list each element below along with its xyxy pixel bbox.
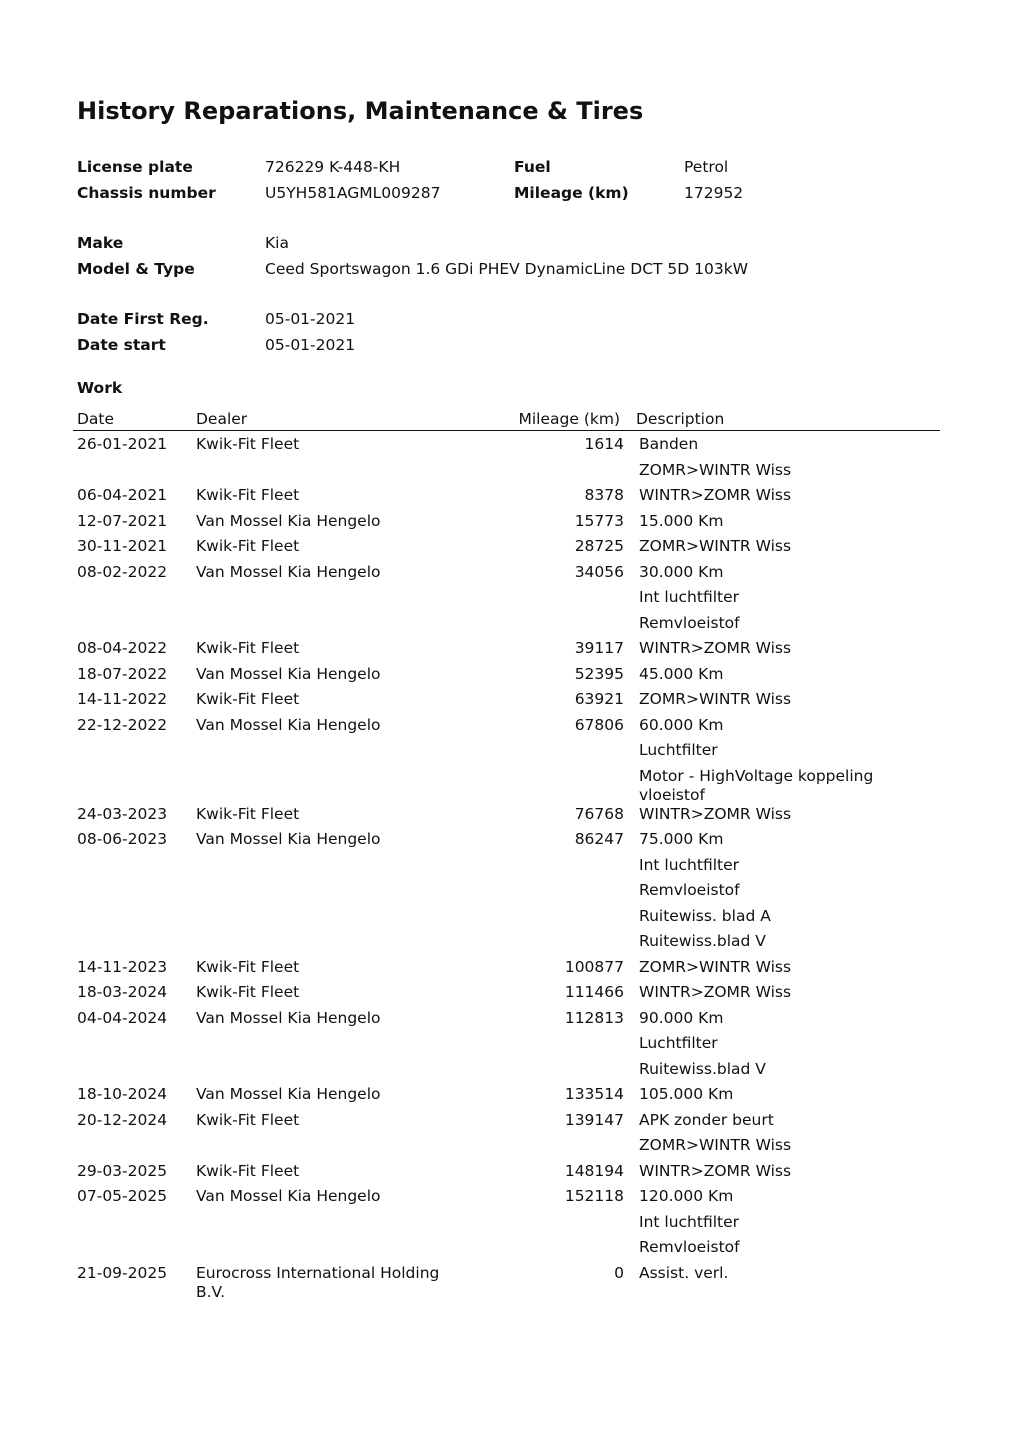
cell-dealer: Kwik-Fit Fleet: [196, 804, 300, 823]
cell-description: [639, 805, 889, 831]
description-line: Assist. verl.: [639, 1263, 729, 1282]
cell-date: 07-05-2025: [77, 1187, 168, 1205]
cell-date: 18-07-2022: [77, 664, 168, 683]
cell-dealer: Eurocross International Holding B.V.: [196, 1263, 440, 1301]
cell-description: [639, 690, 889, 716]
cell-dealer: Van Mossel Kia Hengelo: [196, 664, 381, 683]
first-reg-label: Date First Reg.: [77, 310, 209, 328]
cell-description: [639, 1111, 889, 1162]
cell-mileage: 39117: [574, 639, 624, 657]
table-row: [0, 830, 1018, 958]
description-line: 30.000 Km: [639, 562, 724, 581]
description-line: ZOMR>WINTR Wiss: [639, 537, 792, 555]
column-header-mileage: Mileage (km): [518, 410, 620, 428]
cell-dealer: Kwik-Fit Fleet: [196, 435, 300, 453]
cell-description: [639, 1162, 889, 1188]
table-row: [0, 665, 1018, 691]
description-line: WINTR>ZOMR Wiss: [639, 804, 792, 823]
cell-mileage: 34056: [574, 562, 624, 581]
page-title: History Reparations, Maintenance & Tires: [77, 97, 644, 125]
description-line: WINTR>ZOMR Wiss: [639, 1161, 792, 1180]
description-line: 45.000 Km: [639, 664, 724, 683]
fuel-label: Fuel: [514, 158, 551, 176]
cell-mileage: 133514: [564, 1085, 624, 1103]
cell-date: 20-12-2024: [77, 1110, 168, 1129]
description-line: ZOMR>WINTR Wiss: [639, 460, 792, 479]
cell-description: [639, 983, 889, 1009]
table-row: [0, 512, 1018, 538]
make-label: Make: [77, 234, 124, 252]
cell-date: 12-07-2021: [77, 511, 168, 530]
cell-mileage: 8378: [584, 486, 624, 504]
cell-date: 06-04-2021: [77, 486, 168, 504]
cell-description: [639, 1187, 889, 1264]
cell-date: 18-10-2024: [77, 1085, 168, 1103]
cell-mileage: 100877: [564, 957, 624, 976]
cell-date: 14-11-2022: [77, 690, 168, 708]
cell-description: [639, 1264, 889, 1302]
table-row: [0, 958, 1018, 984]
table-row: [0, 1187, 1018, 1264]
description-line: Remvloeistof: [639, 613, 740, 632]
cell-description: [639, 486, 889, 512]
cell-date: 30-11-2021: [77, 537, 168, 555]
cell-dealer: Van Mossel Kia Hengelo: [196, 1187, 381, 1205]
cell-mileage: 148194: [564, 1161, 624, 1180]
make-value: Kia: [265, 234, 289, 252]
license-plate-value: 726229 K-448-KH: [265, 158, 401, 176]
cell-date: 08-06-2023: [77, 830, 168, 848]
work-section-title: Work: [77, 379, 123, 397]
cell-mileage: 67806: [574, 715, 624, 734]
description-line: ZOMR>WINTR Wiss: [639, 690, 792, 708]
column-header-date: Date: [77, 410, 115, 428]
table-row: [0, 486, 1018, 512]
description-line: Int luchtfilter: [639, 588, 740, 606]
cell-date: 18-03-2024: [77, 983, 168, 1001]
mileage-label: Mileage (km): [514, 184, 629, 202]
cell-dealer: Van Mossel Kia Hengelo: [196, 1008, 381, 1027]
cell-description: [639, 830, 889, 958]
description-line: Remvloeistof: [639, 881, 740, 899]
cell-date: 08-02-2022: [77, 562, 168, 581]
cell-dealer: Van Mossel Kia Hengelo: [196, 511, 381, 530]
chassis-value: U5YH581AGML009287: [265, 184, 441, 202]
work-table-body: [0, 435, 1018, 1302]
description-line: 60.000 Km: [639, 715, 724, 734]
cell-date: 24-03-2023: [77, 804, 168, 823]
cell-dealer: Van Mossel Kia Hengelo: [196, 1085, 381, 1103]
description-line: Ruitewiss.blad V: [639, 1059, 766, 1078]
cell-date: 22-12-2022: [77, 715, 168, 734]
description-line: 120.000 Km: [639, 1187, 734, 1205]
description-line: Remvloeistof: [639, 1238, 740, 1256]
description-line: 105.000 Km: [639, 1085, 734, 1103]
table-row: [0, 639, 1018, 665]
table-row: [0, 805, 1018, 831]
cell-dealer: Kwik-Fit Fleet: [196, 486, 300, 504]
cell-date: 26-01-2021: [77, 435, 168, 453]
model-value: Ceed Sportswagon 1.6 GDi PHEV DynamicLine DCT 5D 103kW: [265, 260, 749, 278]
table-row: [0, 983, 1018, 1009]
license-plate-label: License plate: [77, 158, 193, 176]
cell-description: [639, 716, 889, 805]
description-line: WINTR>ZOMR Wiss: [639, 639, 792, 657]
cell-mileage: 139147: [564, 1110, 624, 1129]
cell-description: [639, 1085, 889, 1111]
mileage-value: 172952: [684, 184, 744, 202]
table-row: [0, 563, 1018, 640]
cell-date: 29-03-2025: [77, 1161, 168, 1180]
cell-dealer: Kwik-Fit Fleet: [196, 1110, 300, 1129]
model-label: Model & Type: [77, 260, 195, 278]
description-line: WINTR>ZOMR Wiss: [639, 983, 792, 1001]
cell-description: [639, 537, 889, 563]
description-line: 90.000 Km: [639, 1008, 724, 1027]
description-line: 75.000 Km: [639, 830, 724, 848]
description-line: Banden: [639, 435, 699, 453]
cell-dealer: Van Mossel Kia Hengelo: [196, 715, 381, 734]
date-start-label: Date start: [77, 336, 166, 354]
cell-description: [639, 435, 889, 486]
cell-dealer: Kwik-Fit Fleet: [196, 983, 300, 1001]
cell-mileage: 152118: [564, 1187, 624, 1205]
description-line: WINTR>ZOMR Wiss: [639, 486, 792, 504]
cell-description: [639, 958, 889, 984]
cell-description: [639, 1009, 889, 1086]
cell-description: [639, 563, 889, 640]
description-line: Int luchtfilter: [639, 1212, 740, 1231]
description-line: Motor - HighVoltage koppeling vloeistof: [639, 766, 874, 804]
fuel-value: Petrol: [684, 158, 729, 176]
chassis-label: Chassis number: [77, 184, 216, 202]
cell-dealer: Kwik-Fit Fleet: [196, 639, 300, 657]
cell-description: [639, 665, 889, 691]
header-divider: [73, 430, 940, 431]
cell-mileage: 112813: [564, 1008, 624, 1027]
description-line: Luchtfilter: [639, 741, 718, 759]
cell-mileage: 76768: [574, 804, 624, 823]
cell-description: [639, 512, 889, 538]
description-line: Ruitewiss. blad A: [639, 906, 771, 925]
cell-date: 04-04-2024: [77, 1008, 168, 1027]
cell-description: [639, 639, 889, 665]
cell-dealer: Van Mossel Kia Hengelo: [196, 830, 381, 848]
cell-dealer: Kwik-Fit Fleet: [196, 957, 300, 976]
column-header-description: Description: [636, 410, 725, 428]
cell-mileage: 0: [614, 1263, 624, 1282]
cell-date: 08-04-2022: [77, 639, 168, 657]
cell-mileage: 111466: [564, 983, 624, 1001]
cell-mileage: 15773: [574, 511, 624, 530]
description-line: APK zonder beurt: [639, 1110, 774, 1129]
cell-date: 14-11-2023: [77, 957, 168, 976]
cell-dealer: Kwik-Fit Fleet: [196, 690, 300, 708]
cell-mileage: 63921: [574, 690, 624, 708]
table-row: [0, 690, 1018, 716]
table-row: [0, 1264, 1018, 1302]
description-line: ZOMR>WINTR Wiss: [639, 1136, 792, 1154]
table-row: [0, 537, 1018, 563]
table-row: [0, 1009, 1018, 1086]
date-start-value: 05-01-2021: [265, 336, 356, 354]
cell-mileage: 28725: [574, 537, 624, 555]
description-line: Luchtfilter: [639, 1034, 718, 1052]
first-reg-value: 05-01-2021: [265, 310, 356, 328]
cell-dealer: Kwik-Fit Fleet: [196, 1161, 300, 1180]
cell-mileage: 52395: [574, 664, 624, 683]
column-header-dealer: Dealer: [196, 410, 248, 428]
cell-dealer: Van Mossel Kia Hengelo: [196, 562, 381, 581]
cell-mileage: 1614: [584, 435, 624, 453]
cell-date: 21-09-2025: [77, 1263, 168, 1282]
cell-dealer: Kwik-Fit Fleet: [196, 537, 300, 555]
cell-mileage: 86247: [574, 830, 624, 848]
description-line: Ruitewiss.blad V: [639, 932, 766, 950]
table-row: [0, 1111, 1018, 1162]
description-line: Int luchtfilter: [639, 855, 740, 874]
table-row: [0, 1085, 1018, 1111]
description-line: 15.000 Km: [639, 511, 724, 530]
table-row: [0, 1162, 1018, 1188]
table-row: [0, 435, 1018, 486]
description-line: ZOMR>WINTR Wiss: [639, 957, 792, 976]
table-row: [0, 716, 1018, 805]
